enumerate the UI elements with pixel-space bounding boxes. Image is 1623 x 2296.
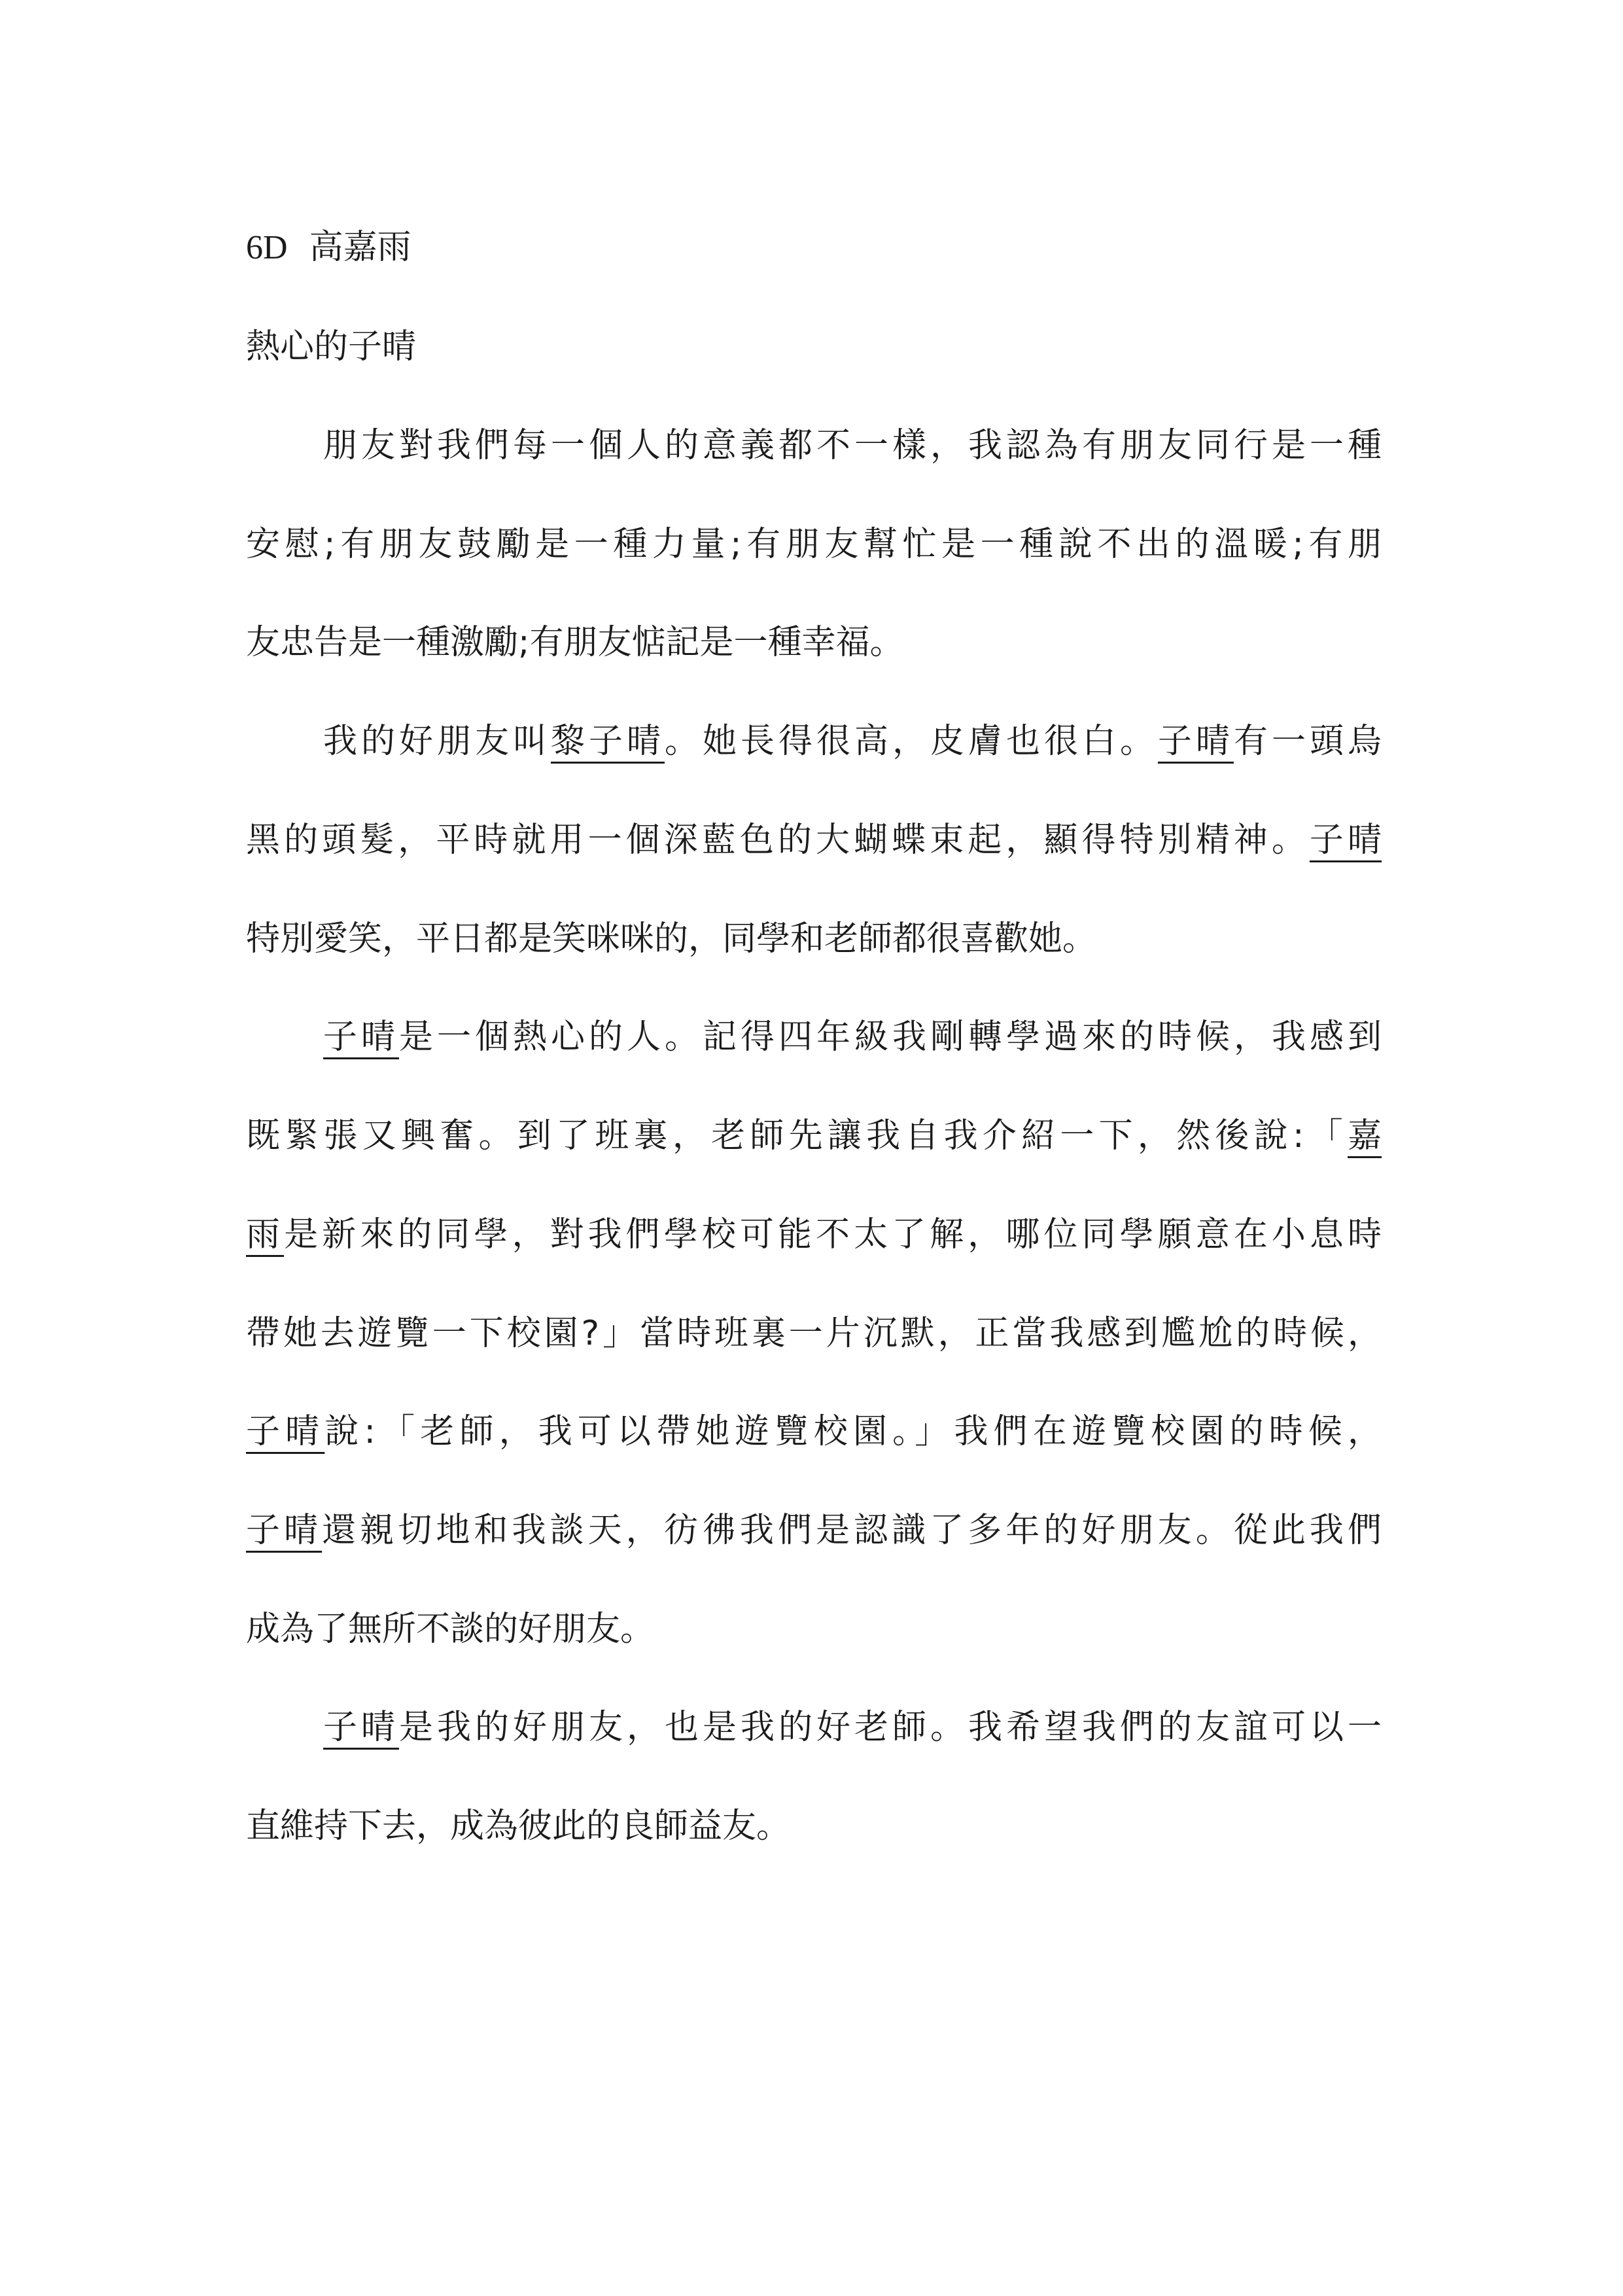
essay-line	[246, 1507, 1382, 1554]
underlined-name: 子晴	[1157, 722, 1234, 761]
student-name: 高嘉雨	[309, 228, 411, 267]
underlined-name: 子晴	[1309, 821, 1382, 860]
essay-line	[323, 1014, 1382, 1061]
essay-line: 特別愛笑，平日都是笑咪咪的，同學和老師都很喜歡她。	[246, 919, 1097, 959]
essay-line	[323, 718, 1382, 765]
essay-line	[323, 1704, 1382, 1751]
essay-line	[246, 1211, 1382, 1258]
essay-line: 朋友對我們每一個人的意義都不一樣，我認為有朋友同行是一種	[323, 426, 1382, 465]
text-segment: 我的好朋友叫	[323, 722, 551, 761]
student-header	[246, 224, 411, 272]
essay-line: 帶她去遊覽一下校園?」當時班裏一片沉默，正當我感到尷尬的時候，	[246, 1314, 1382, 1353]
text-segment: 是我的好朋友，也是我的好老師。我希望我們的友誼可以一	[399, 1708, 1382, 1747]
essay-line	[246, 817, 1382, 864]
essay-line	[246, 1112, 1382, 1159]
essay-line	[246, 1408, 1382, 1455]
text-segment: 是一個熱心的人。記得四年級我剛轉學過來的時候，我感到	[399, 1017, 1382, 1057]
underlined-name: 子晴	[323, 1017, 399, 1057]
essay-line: 友忠告是一種激勵;有朋友惦記是一種幸福。	[246, 623, 904, 662]
essay-line: 直維持下去，成為彼此的良師益友。	[246, 1807, 791, 1846]
text-segment: 既緊張又興奮。到了班裏，老師先讓我自我介紹一下，然後說:「	[246, 1116, 1348, 1156]
text-segment: 。她長得很高，皮膚也很白。	[664, 722, 1158, 761]
text-segment: 是新來的同學，對我們學校可能不太了解，哪位同學願意在小息時	[284, 1215, 1382, 1254]
text-segment: 有一頭烏	[1233, 722, 1382, 761]
underlined-name: 子晴	[246, 1511, 323, 1550]
text-segment: 黑的頭髮，平時就用一個深藍色的大蝴蝶束起，顯得特別精神。	[246, 821, 1310, 860]
underlined-name: 子晴	[323, 1708, 399, 1747]
underlined-name: 黎子晴	[550, 722, 665, 761]
essay-line: 安慰;有朋友鼓勵是一種力量;有朋友幫忙是一種說不出的溫暖;有朋	[246, 525, 1382, 564]
underlined-name: 子晴	[246, 1412, 325, 1451]
underlined-name: 雨	[246, 1215, 285, 1254]
class-code: 6D	[246, 229, 288, 266]
text-segment: 說:「老師，我可以帶她遊覽校園。」我們在遊覽校園的時候，	[324, 1412, 1382, 1451]
underlined-name: 嘉	[1347, 1116, 1382, 1156]
essay-title: 熱心的子晴	[246, 327, 417, 366]
essay-line: 成為了無所不談的好朋友。	[246, 1610, 655, 1649]
text-segment: 還親切地和我談天，彷彿我們是認識了多年的好朋友。從此我們	[322, 1511, 1382, 1550]
